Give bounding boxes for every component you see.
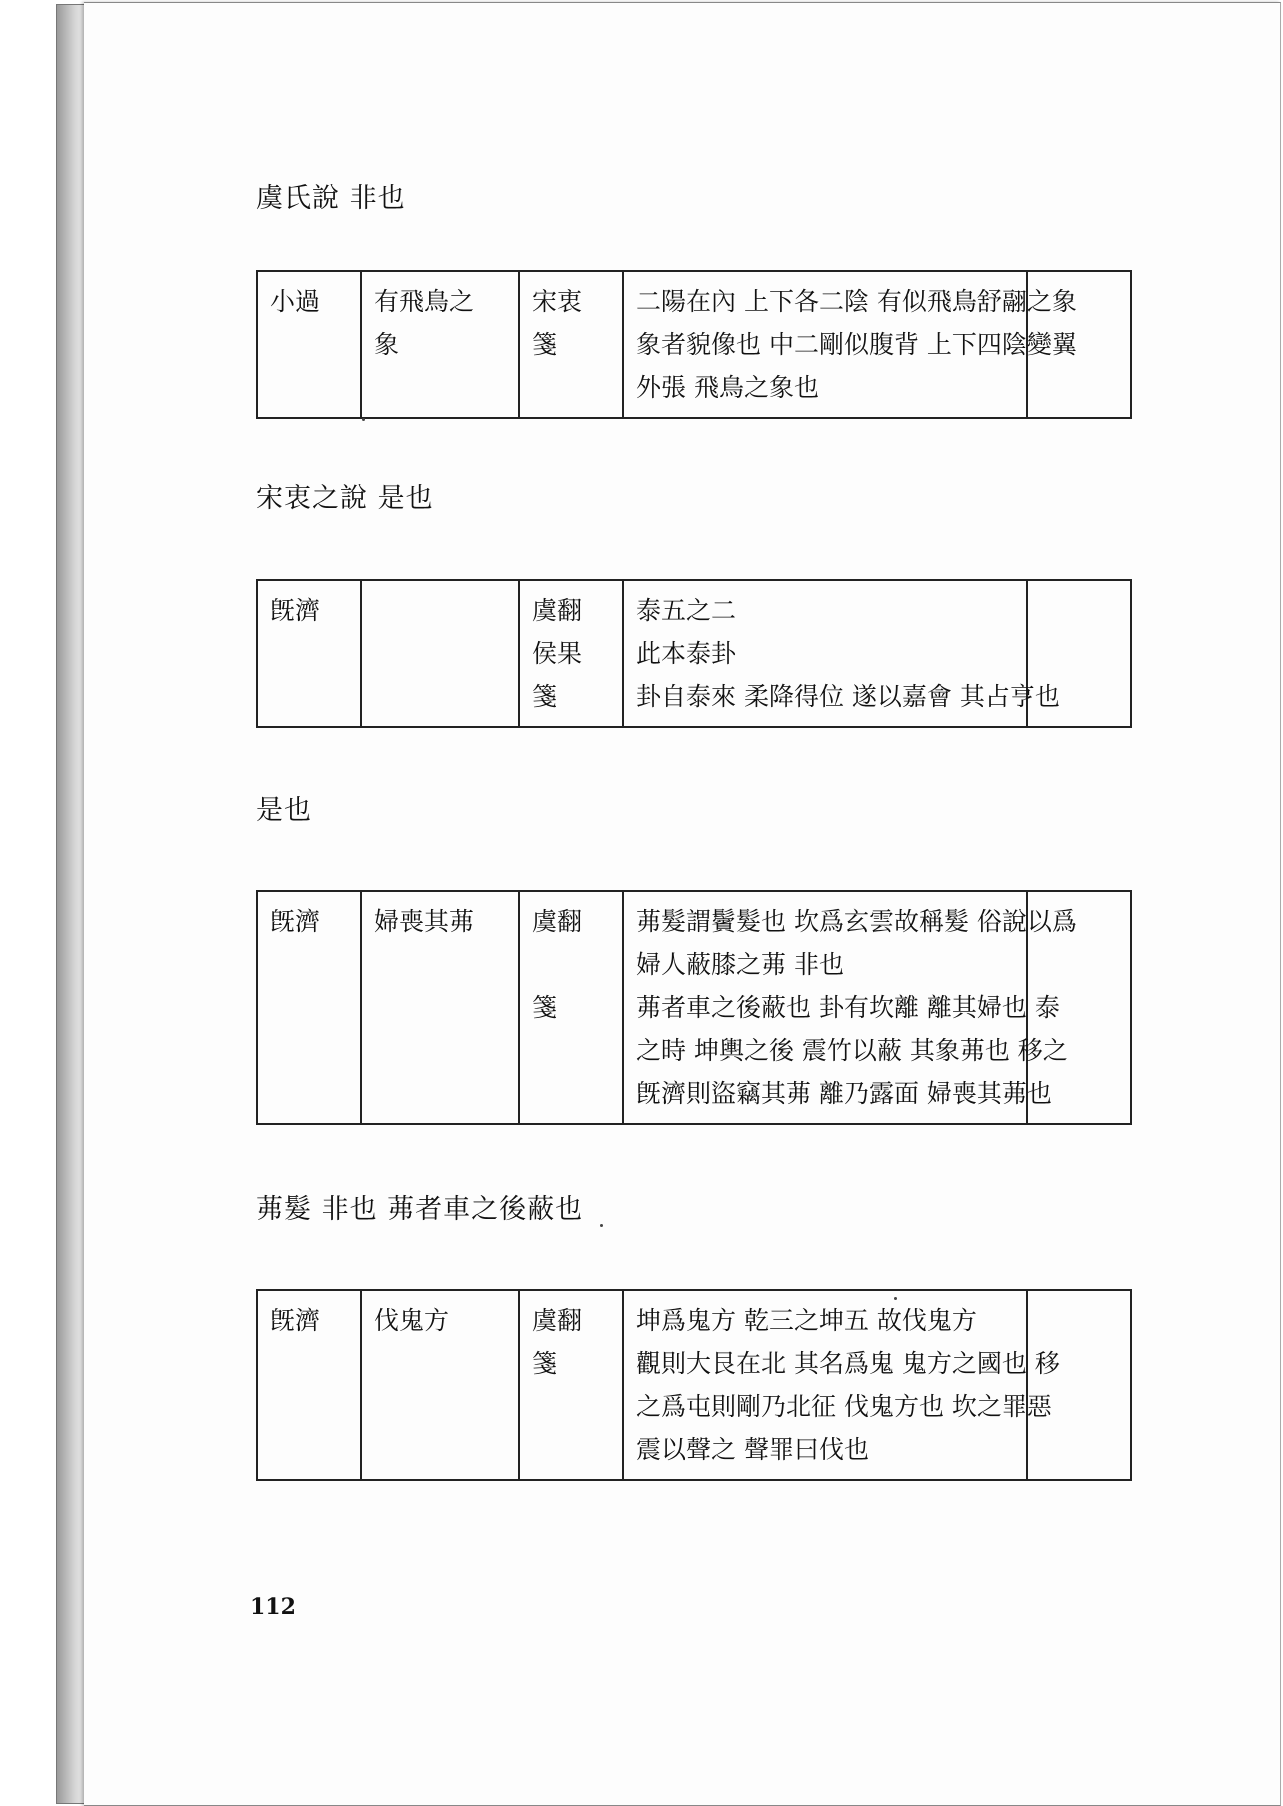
source-cell: 虞翻 箋 [519, 891, 623, 1124]
annotation-cell: 茀髮謂鬢髮也 坎爲玄雲故稱髮 俗說以爲 婦人蔽膝之茀 非也 茀者車之後蔽也 卦有坎離 離其婦也 泰 之時 坤輿之後 震竹以蔽 其象茀也 移之 旣濟則盜竊其茀 離乃露面 婦喪其茀也 [623, 891, 1027, 1124]
phrase-cell: 伐鬼方 [361, 1290, 519, 1480]
entry-table-3 [256, 890, 1132, 1125]
source-cell: 宋衷 箋 [519, 271, 623, 418]
table-row [257, 271, 1131, 418]
hexagram-cell: 旣濟 [257, 1290, 361, 1480]
commentary-heading-3: 是也 [256, 795, 312, 826]
hexagram-cell: 小過 [257, 271, 361, 418]
table-row [257, 580, 1131, 727]
annotation-cell: 坤爲鬼方 乾三之坤五 故伐鬼方 觀則大艮在北 其名爲鬼 鬼方之國也 移 之爲屯則剛乃北征 伐鬼方也 坎之罪惡 震以聲之 聲罪曰伐也 [623, 1290, 1027, 1480]
entry-table-2 [256, 579, 1132, 728]
commentary-heading-4: 茀髮 非也 茀者車之後蔽也 [256, 1194, 584, 1225]
phrase-cell: 婦喪其茀 [361, 891, 519, 1124]
table-row [257, 891, 1131, 1124]
print-speck [894, 1297, 897, 1300]
annotation-cell: 二陽在內 上下各二陰 有似飛鳥舒翮之象 象者貌像也 中二剛似腹背 上下四陰變翼 外張 飛鳥之象也 [623, 271, 1027, 418]
table-row [257, 1290, 1131, 1480]
hexagram-cell: 旣濟 [257, 580, 361, 727]
source-cell: 虞翻 侯果 箋 [519, 580, 623, 727]
hexagram-cell: 旣濟 [257, 891, 361, 1124]
print-speck [362, 418, 365, 421]
annotation-cell: 泰五之二 此本泰卦 卦自泰來 柔降得位 遂以嘉會 其占亨也 [623, 580, 1027, 727]
phrase-cell [361, 580, 519, 727]
commentary-heading-1: 虞氏說 非也 [256, 183, 406, 214]
entry-table-1 [256, 270, 1132, 419]
page-number: 112 [250, 1594, 296, 1620]
empty-cell [1027, 1290, 1131, 1480]
commentary-heading-2: 宋衷之說 是也 [256, 483, 434, 514]
print-speck [600, 1224, 603, 1227]
entry-table-4 [256, 1289, 1132, 1481]
phrase-cell: 有飛鳥之 象 [361, 271, 519, 418]
source-cell: 虞翻 箋 [519, 1290, 623, 1480]
